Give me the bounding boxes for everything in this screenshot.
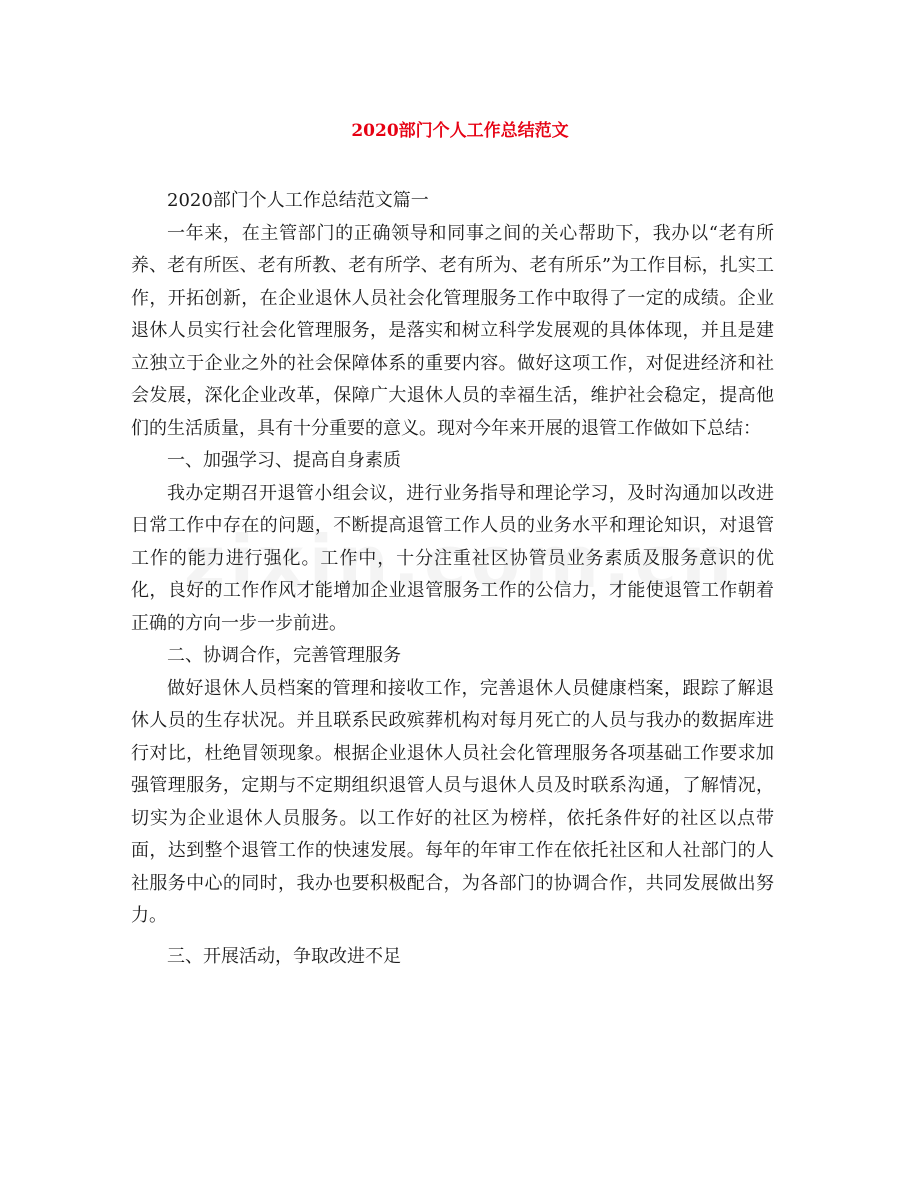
paragraph-intro: 一年来，在主管部门的正确领导和同事之间的关心帮助下，我办以“老有所养、老有所医、老有所教、老有所学、老有所为、老有所乐”为工作目标，扎实工作，开拓创新，在企业退休人员社会化管理服务工作中取得了一定的成绩。企业退休人员实行社会化管理服务，是落实和树立科学发展观的具体体现，并且是建立独立于企业之外的社会保障体系的重要内容。做好这项工作，对促进经济和社会发展，深化企业改革，保障广大退休人员的幸福生活，维护社会稳定，提高他们的生活质量，具有十分重要的意义。现对今年来开展的退管工作做如下总结： <box>131 222 774 439</box>
section-heading-2: 二、协调合作，完善管理服务 <box>167 645 401 666</box>
document-title: 2020部门个人工作总结范文 <box>351 121 569 141</box>
paragraph-coordination: 做好退休人员档案的管理和接收工作，完善退休人员健康档案，跟踪了解退休人员的生存状况。并且联系民政殡葬机构对每月死亡的人员与我办的数据库进行对比，杜绝冒领现象。根据企业退休人员社会化管理服务各项基础工作要求加强管理服务，定期与不定期组织退管人员与退休人员及时联系沟通，了解情况，切实为企业退休人员服务。以工作好的社区为榜样，依托条件好的社区以点带面，达到整个退管工作的快速发展。每年的年审工作在依托社区和人社部门的人社服务中心的同时，我办也要积极配合，为各部门的协调合作，共同发展做出努力。 <box>131 677 774 926</box>
section-heading-3: 三、开展活动，争取改进不足 <box>167 945 401 967</box>
section-heading-1: 一、加强学习、提高自身素质 <box>167 450 401 471</box>
document-body <box>131 185 774 973</box>
paragraph-study: 我办定期召开退管小组会议，进行业务指导和理论学习，及时沟通加以改进日常工作中存在的问题，不断提高退管工作人员的业务水平和理论知识，对退管工作的能力进行强化。工作中，十分注重社区协管员业务素质及服务意识的优化，良好的工作作风才能增加企业退管服务工作的公信力，才能使退管工作朝着正确的方向一步一步前进。 <box>131 482 774 634</box>
section-heading-part-one: 2020部门个人工作总结范文篇一 <box>167 190 429 211</box>
